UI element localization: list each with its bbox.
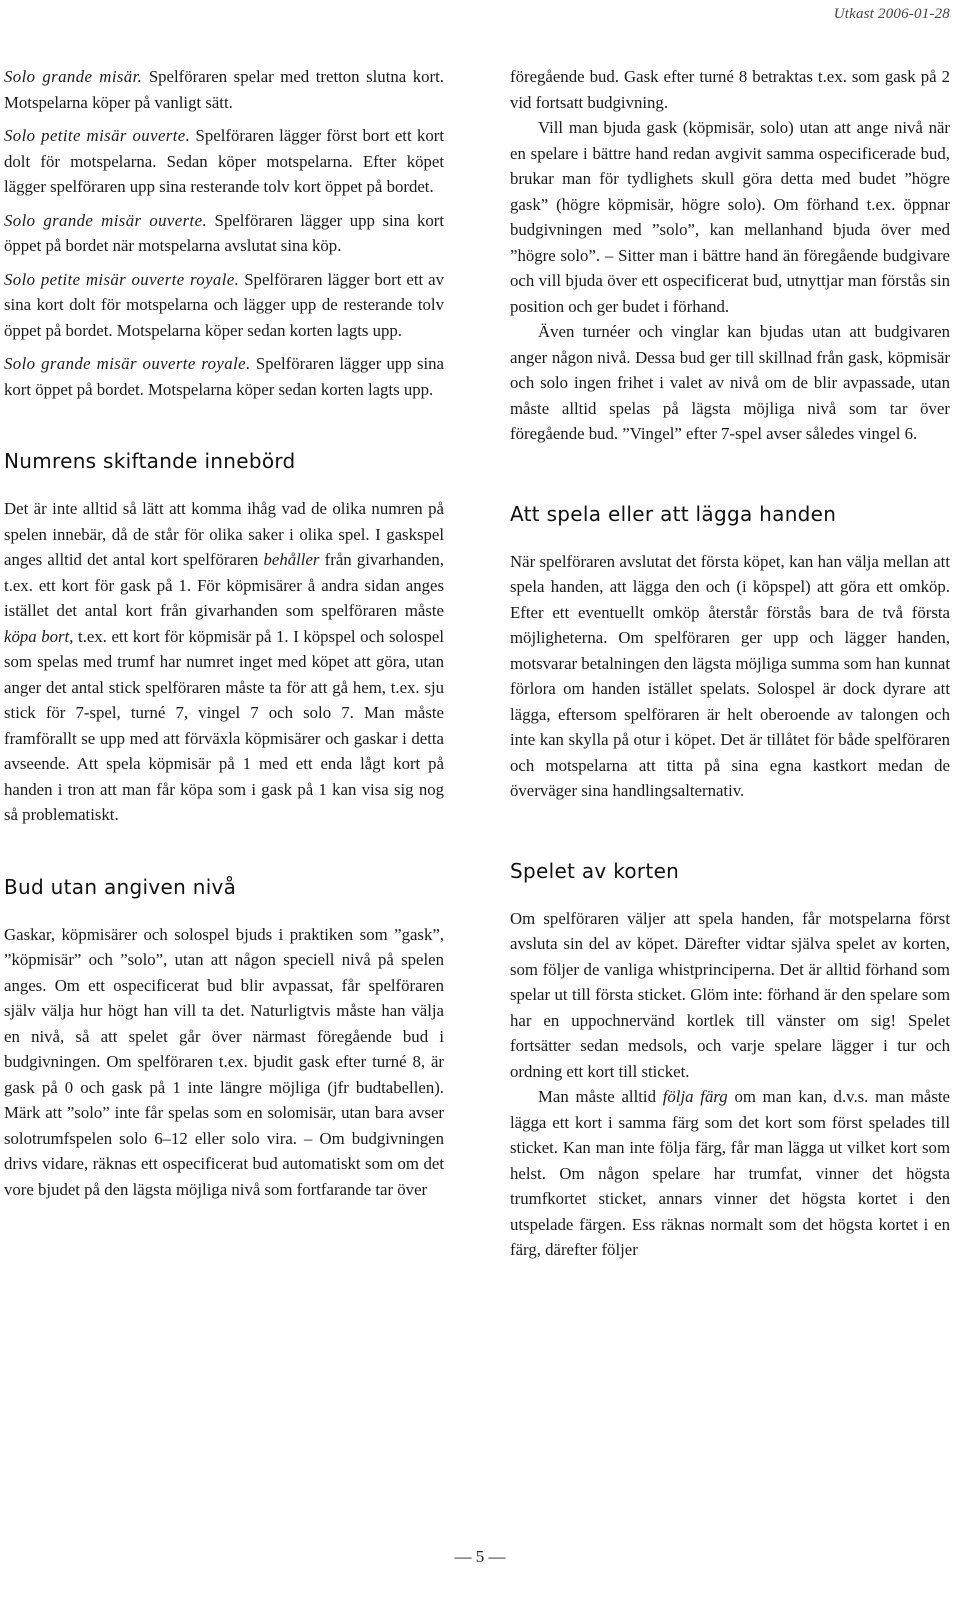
paragraph-folja-farg bbox=[510, 1084, 950, 1263]
emphasis-text: följa färg bbox=[662, 1087, 728, 1106]
paragraph-text: Man måste alltid bbox=[538, 1087, 663, 1106]
emphasis-text: köpa bort bbox=[4, 626, 70, 646]
section-heading-spela-eller-lagga: Att spela eller att lägga handen bbox=[510, 501, 837, 526]
definition-term: Solo grande misär ouverte royale. bbox=[4, 354, 251, 373]
definition-term: Solo petite misär ouverte royale. bbox=[4, 269, 240, 289]
definition-text: Spelföraren lägger upp sina kort öppet på bordet när motspelarna avslutat sina köp. bbox=[4, 210, 445, 255]
paragraph-spela-eller-lagga: När spelföraren avslutat det första köpet, kan han välja mellan att spela handen, att lägga den och (i köpspel) att göra ett omköp. Efter ett eventuellt omköp återstår förstås bara de två första möjligheterna. Om spelföraren ger upp och lägger handen, motsvarar betalningen den lägsta möjliga summa som han kunnat förlora om handen istället spelats. Solospel är dock dyrare att lägga, eftersom spelföraren är helt oberoende av talongen och inte kan skylla på otur i köpet. Det är tillåtet för både spelföraren och motspelarna att titta på sina egna kastkort medan de överväger sina handlingsalternativ. bbox=[510, 551, 950, 800]
emphasis-text: behåller bbox=[263, 550, 320, 569]
paragraph-text: Det är inte alltid så lätt att komma ihåg vad de olika numren på spelen innebär, då de står för olika saker i olika spel. I gaskspel anges alltid det antal kort spelföraren bbox=[4, 499, 444, 569]
section-heading-bud-utan-niva: Bud utan angiven nivå bbox=[4, 874, 237, 899]
definition-text: Spelföraren spelar med tretton slutna kort. Motspelarna köper på vanligt sätt. bbox=[4, 67, 444, 112]
page-number: — 5 — bbox=[454, 1547, 506, 1566]
definition-solo-grande-misar-ouverte bbox=[4, 208, 444, 259]
paragraph-bud-utan-niva: Gaskar, köpmisärer och solospel bjuds i praktiken som ”gask”, ”köpmisär” och ”solo”, utan att någon speciell nivå på spelen anges. Om ett ospecificerat bud blir avpassat, får spelföraren själv välja hur högt han vill ta det. Naturligtvis måste han välja en nivå, så att spelet går över närmast föregående bud i budgivningen. Om spelföraren t.ex. bjudit gask efter turné 8, är gask på 0 och gask på 1 inte längre möjliga (jfr budtabellen). Märk att ”solo” inte får spelas som en solomisär, utan bara avser solotrumfspelen solo 6–12 eller solo vira. – Om budgivningen drivs vidare, räknas ett ospecificerat bud automatiskt som om det vore bjudet på den lägsta möjliga nivå som fortfarande tar över bbox=[4, 924, 444, 1199]
definition-term: Solo grande misär. bbox=[4, 67, 143, 86]
paragraph-spelet-av-korten: Om spelföraren väljer att spela handen, får motspelarna först avsluta sin del av köpet. Därefter vidtar själva spelet av korten, som följer de vanliga whistprinciperna. Det är alltid förhand som spelar ut till första sticket. Glöm inte: förhand är den spelare som har en uppochnervänd kortlek till vänster om sig! Spelet fortsätter sedan medsols, och varje spelare lägger i tur och ordning ett kort till sticket. bbox=[510, 908, 950, 1081]
draft-date-header: Utkast 2006-01-28 bbox=[833, 6, 950, 22]
definition-text: Spelföraren lägger upp sina kort öppet på bordet. Motspelarna köper sedan korten lagts upp. bbox=[4, 354, 444, 399]
paragraph-hogre-gask: Vill man bjuda gask (köpmisär, solo) utan att ange nivå när en spelare i bättre hand redan avgivit samma ospecificerade bud, brukar man för tydlighets skull göra detta med budet ”högre gask” (högre köpmisär, högre solo). Om förhand t.ex. öppnar budgivningen med ”solo”, kan mellanhand bjuda över med ”högre solo”. – Sitter man i bättre hand än föregående budgivare och vill bjuda över ett ospecificerat bud, utnyttjar man förstås sin position och ger budet i förhand. bbox=[510, 118, 950, 316]
paragraph-text: från givarhanden, t.ex. ett kort för gask på 1. För köpmisärer å andra sidan anges istället det antal kort från givarhanden som spelföraren måste bbox=[4, 550, 444, 620]
section-heading-numrens-innebord: Numrens skiftande innebörd bbox=[4, 449, 296, 473]
definition-text: Spelföraren lägger först bort ett kort dolt för motspelarna. Sedan köper motspelarna. Efter köpet lägger spelföraren upp sina resterande tolv kort öppet på bordet. bbox=[4, 126, 444, 196]
section-heading-spelet-av-korten: Spelet av korten bbox=[510, 858, 680, 883]
definition-text: Spelföraren lägger bort ett av sina kort dolt för motspelarna och lägger upp de resterande tolv öppet på bordet. Motspelarna köper sedan korten lagts upp. bbox=[4, 269, 444, 340]
paragraph-numrens-innebord bbox=[4, 496, 444, 828]
right-column bbox=[510, 64, 950, 1263]
definition-solo-petite-misar-ouverte-royale bbox=[4, 267, 444, 344]
paragraph-text: , t.ex. ett kort för köpmisär på 1. I köpspel och solospel som spelas med trumf har numret inget med köpet att göra, utan anger det antal stick spelföraren måste ta för att gå hem, t.ex. sju stick för 7-spel, turné 7, vingel 7 och solo 7. Man måste framförallt se upp med att förväxla köpmisärer och gaskar i detta avseende. Att spela köpmisär på 1 med ett enda lågt kort på handen i tron att man får köpa som i gask på 1 kan visa sig nog så problematiskt. bbox=[4, 626, 444, 824]
paragraph-turneer-vinglar: Även turnéer och vinglar kan bjudas utan att budgivaren anger någon nivå. Dessa bud ger till skillnad från gask, köpmisär och solo ingen frihet i valet av nivå om de blir avpassade, utan måste alltid spelas på lägsta möjliga nivå som tar över föregående bud. ”Vingel” efter 7-spel avser således vingel 6. bbox=[510, 322, 950, 443]
paragraph-text: om man kan, d.v.s. man måste lägga ett kort i samma färg som det kort som först spelades till sticket. Kan man inte följa färg, får man lägga ut vilket kort som helst. Om någon spelare har trumfat, vinner det högsta trumfkortet sticket, annars vinner det högsta kortet i den utspelade färgen. Ess räknas normalt som det högsta kortet i en färg, därefter följer bbox=[510, 1087, 950, 1259]
definition-solo-petite-misar-ouverte bbox=[4, 123, 444, 200]
left-column bbox=[4, 64, 444, 1202]
definition-solo-grande-misar bbox=[4, 64, 444, 115]
definition-term: Solo grande misär ouverte. bbox=[4, 210, 208, 230]
paragraph-continuation: föregående bud. Gask efter turné 8 betraktas t.ex. som gask på 2 vid fortsatt budgivning. bbox=[510, 67, 950, 112]
definition-solo-grande-misar-ouverte-royale bbox=[4, 351, 444, 402]
definition-term: Solo petite misär ouverte. bbox=[4, 126, 191, 145]
